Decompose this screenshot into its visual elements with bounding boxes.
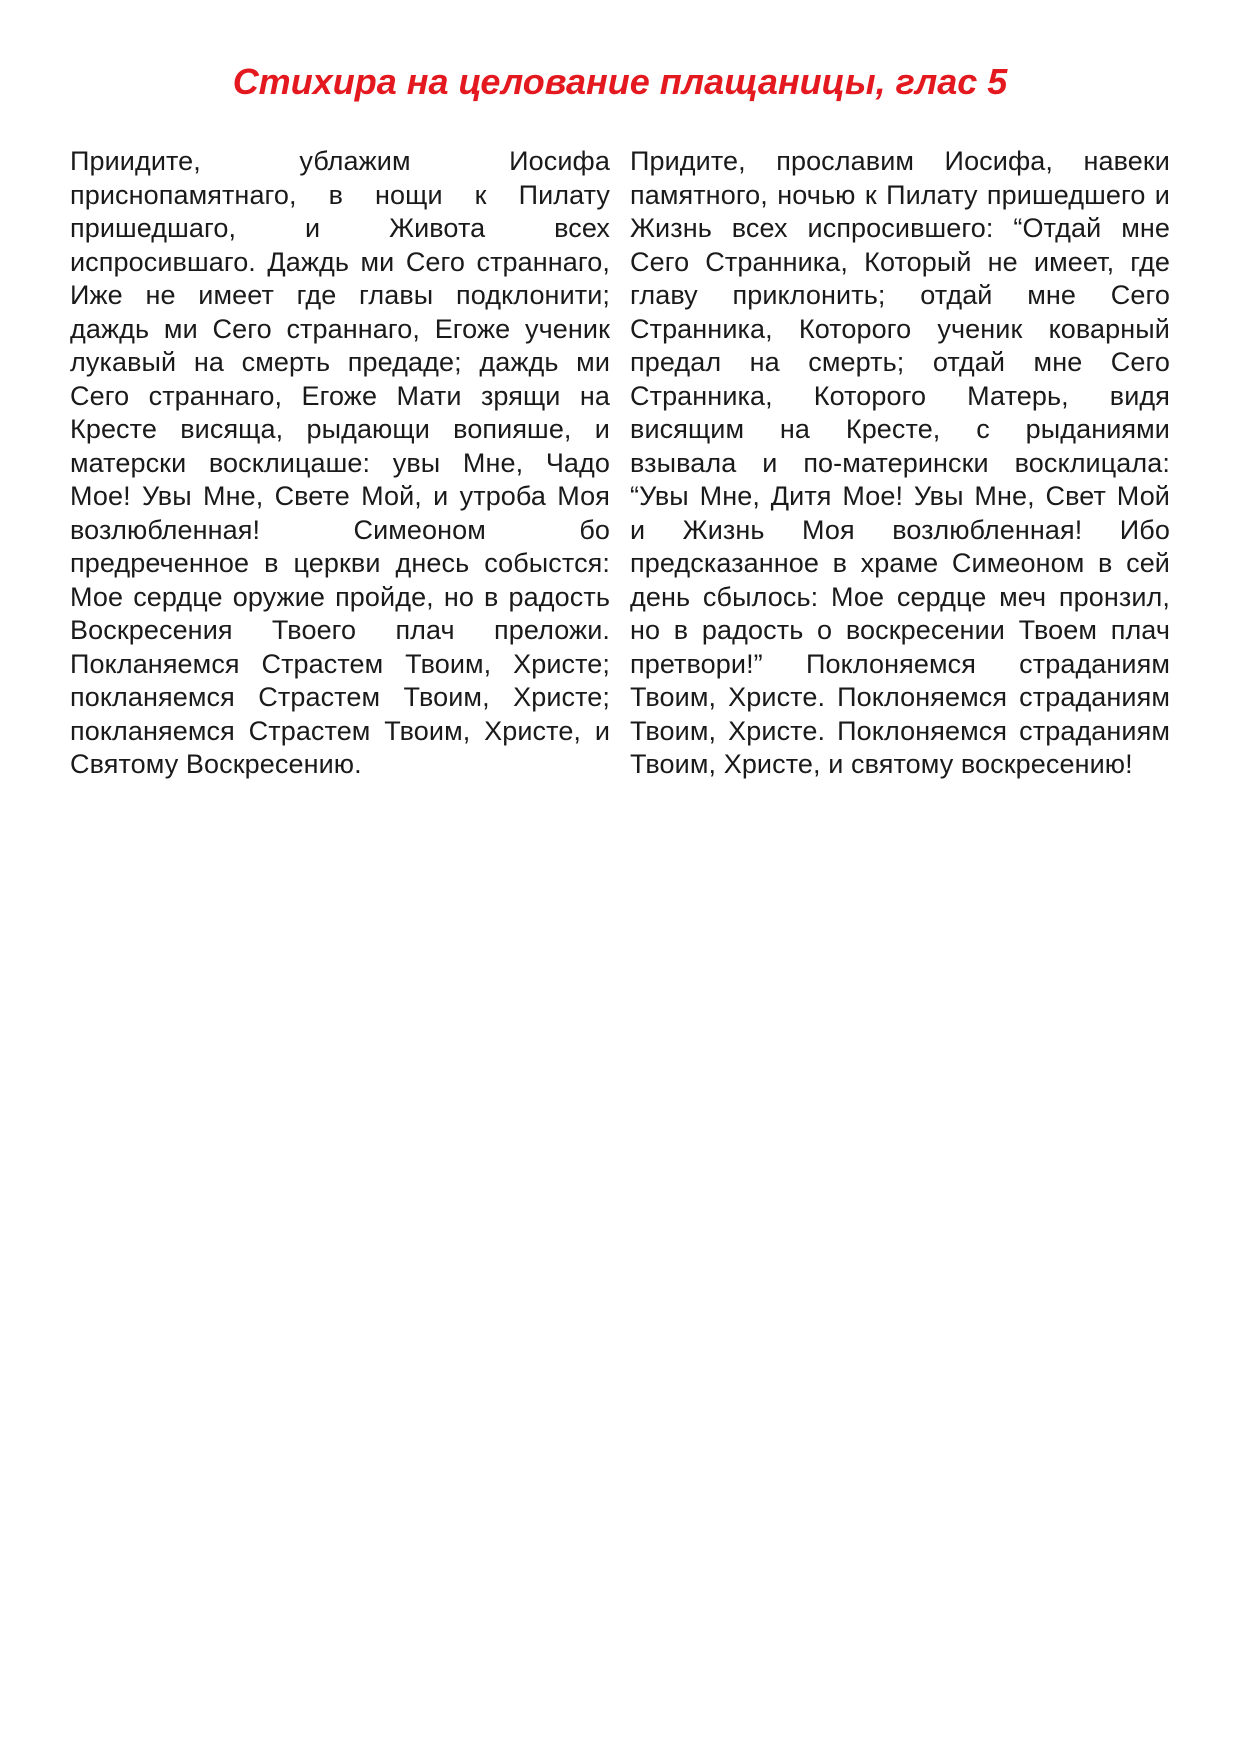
page-title: Стихира на целование плащаницы, глас 5: [232, 61, 1008, 102]
church-slavonic-text-column: Приидите, ублажим Иосифа приснопамятнаго, в нощи к Пилату пришедшаго, и Живота всех испросившаго. Даждь ми Сего страннаго, Иже не имеет где главы подклонити; даждь ми Сего страннаго, Егоже ученик лукавый на смерть предаде; даждь ми Сего страннаго, Егоже Мати зрящи на Кресте висяща, рыдающи вопияше, и матерски восклицаше: увы Мне, Чадо Мое! Увы Мне, Свете Мой, и утроба Моя возлюбленная! Симеоном бо предреченное в церкви днесь собыстся: Мое сердце оружие пройде, но в радость Воскресения Твоего плач преложи. Покланяемся Страстем Твоим, Христе; покланяемся Страстем Твоим, Христе; покланяемся Страстем Твоим, Христе, и Святому Воскресению.: [70, 146, 610, 779]
two-column-text: [70, 145, 1170, 782]
russian-translation-text-column: Придите, прославим Иосифа, навеки памятного, ночью к Пилату пришедшего и Жизнь всех испросившего: “Отдай мне Сего Странника, Который не имеет, где главу приклонить; отдай мне Сего Странника, Которого ученик коварный предал на смерть; отдай мне Сего Странника, Которого Матерь, видя висящим на Кресте, с рыданиями взывала и по-матерински восклицала: “Увы Мне, Дитя Мое! Увы Мне, Свет Мой и Жизнь Моя возлюбленная! Ибо предсказанное в храме Симеоном в сей день сбылось: Мое сердце меч пронзил, но в радость о воскресении Твоем плач претвори!” Поклоняемся страданиям Твоим, Христе. Поклоняемся страданиям Твоим, Христе. Поклоняемся страданиям Твоим, Христе, и святому воскресению!: [630, 146, 1170, 779]
